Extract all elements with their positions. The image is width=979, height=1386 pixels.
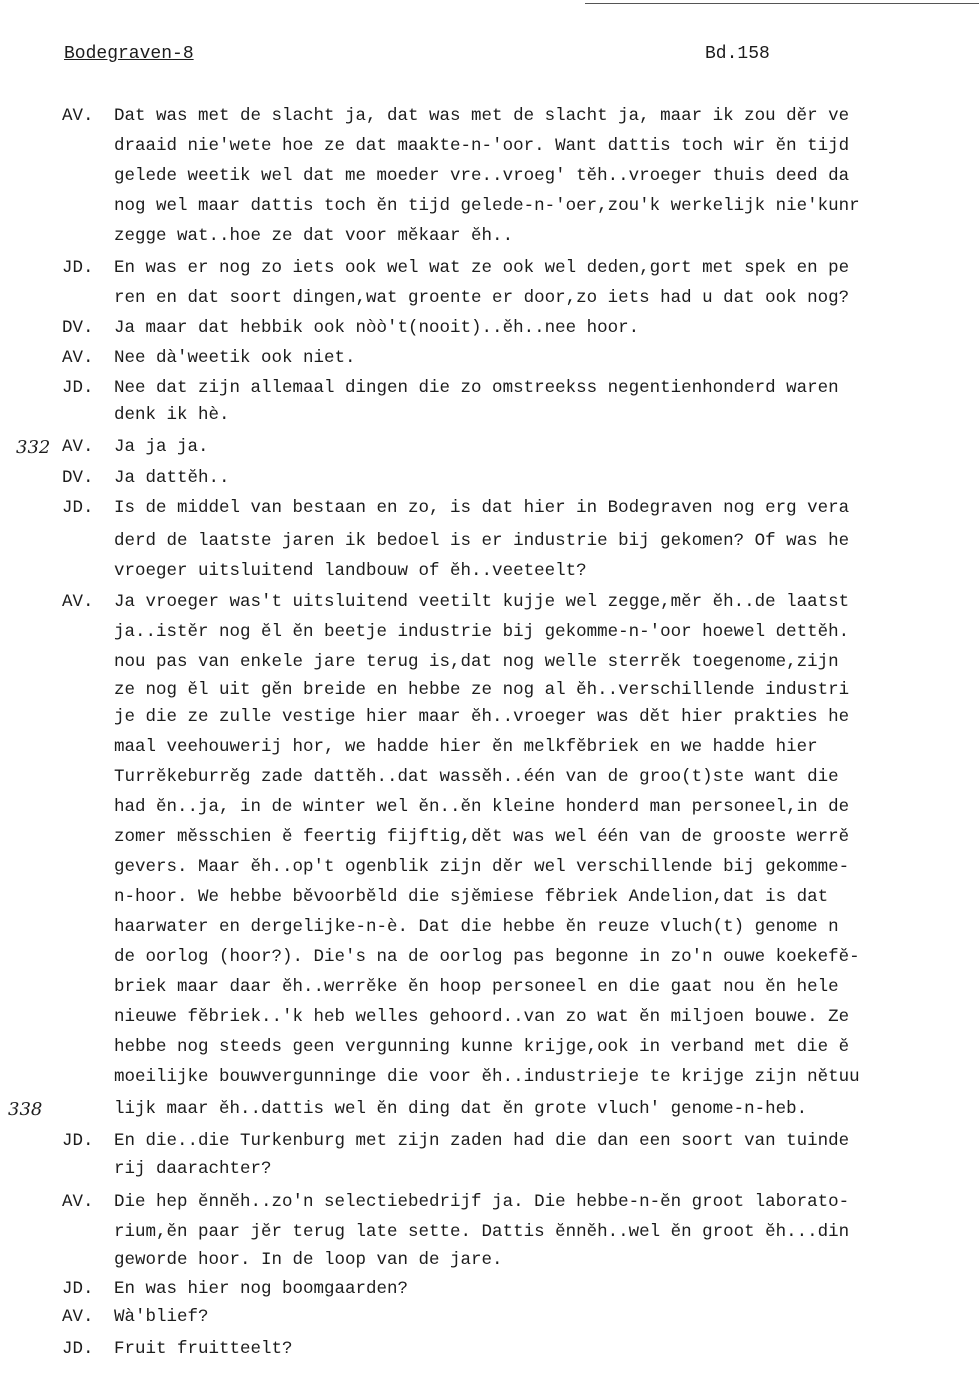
transcript-line: gevers. Maar ĕh..op't ogenblik zijn dĕr wel verschillende bij gekomme- — [114, 857, 850, 877]
speaker-label: AV. — [62, 348, 94, 368]
transcript-line: gelede weetik wel dat me moeder vre..vroeg' tĕh..vroeger thuis deed da — [114, 166, 850, 186]
transcript-line: Turrĕkeburrĕg zade dattĕh..dat wassĕh..één van de groo(t)ste want die — [114, 767, 839, 787]
transcript-line: ren en dat soort dingen,wat groente er door,zo iets had u dat ook nog? — [114, 288, 850, 308]
transcript-line: ja..istĕr nog ĕl ĕn beetje industrie bij gekomme-n-'oor hoewel dettĕh. — [114, 622, 850, 642]
transcript-line: zomer mĕsschien ĕ feertig fijftig,dĕt was wel één van de grooste werrĕ — [114, 827, 850, 847]
speaker-label: AV. — [62, 106, 94, 126]
transcript-line: maal veehouwerij hor, we hadde hier ĕn melkfĕbriek en we hadde hier — [114, 737, 818, 757]
transcript-line: de oorlog (hoor?). Die's na de oorlog pas begonne in zo'n ouwe koekefĕ- — [114, 947, 860, 967]
speaker-label: AV. — [62, 1307, 94, 1327]
speaker-label: AV. — [62, 1192, 94, 1212]
transcript-line: ze nog ĕl uit gĕn breide en hebbe ze nog al ĕh..verschillende industri — [114, 680, 850, 700]
transcript-line: nou pas van enkele jare terug is,dat nog welle sterrĕk toegenome,zijn — [114, 652, 839, 672]
transcript-line: Is de middel van bestaan en zo, is dat hier in Bodegraven nog erg vera — [114, 498, 850, 518]
transcript-line: n-hoor. We hebbe bĕvoorbĕld die sjĕmiese fĕbriek Andelion,dat is dat — [114, 887, 829, 907]
speaker-label: JD. — [62, 1131, 94, 1151]
transcript-line: Wà'blief? — [114, 1307, 209, 1327]
transcript-line: lijk maar ĕh..dattis wel ĕn ding dat ĕn grote vluch' genome-n-heb. — [114, 1099, 808, 1119]
transcript-line: briek maar daar ĕh..werrĕke ĕn hoop personeel en die gaat nou ĕn hele — [114, 977, 839, 997]
top-rule — [585, 3, 979, 4]
transcript-line: En die..die Turkenburg met zijn zaden had die dan een soort van tuinde — [114, 1131, 850, 1151]
transcript-line: Dat was met de slacht ja, dat was met de slacht ja, maar ik zou dĕr ve — [114, 106, 850, 126]
transcript-line: derd de laatste jaren ik bedoel is er industrie bij gekomen? Of was he — [114, 531, 850, 551]
transcript-line: nog wel maar dattis toch ĕn tijd gelede-n-'oer,zou'k werkelijk nie'kunr — [114, 196, 860, 216]
speaker-label: AV. — [62, 437, 94, 457]
speaker-label: JD. — [62, 1339, 94, 1359]
transcript-line: geworde hoor. In de loop van de jare. — [114, 1250, 503, 1270]
transcript-line: had ĕn..ja, in de winter wel ĕn..ĕn kleine honderd man personeel,in de — [114, 797, 850, 817]
transcript-line: Ja vroeger was't uitsluitend veetilt kujje wel zegge,mĕr ĕh..de laatst — [114, 592, 850, 612]
transcript-line: Nee dà'weetik ook niet. — [114, 348, 356, 368]
margin-note: 338 — [8, 1099, 43, 1120]
transcript-line: vroeger uitsluitend landbouw of ĕh..veeteelt? — [114, 561, 587, 581]
transcript-line: denk ik hè. — [114, 405, 230, 425]
speaker-label: JD. — [62, 258, 94, 278]
page-code: Bd.158 — [705, 44, 770, 64]
transcript-line: Fruit fruitteelt? — [114, 1339, 293, 1359]
transcript-line: hebbe nog steeds geen vergunning kunne krijge,ook in verband met die ĕ — [114, 1037, 850, 1057]
speaker-label: JD. — [62, 1279, 94, 1299]
margin-note: 332 — [16, 437, 51, 458]
transcript-line: Ja dattĕh.. — [114, 468, 230, 488]
transcript-line: draaid nie'wete hoe ze dat maakte-n-'oor. Want dattis toch wir ĕn tijd — [114, 136, 850, 156]
speaker-label: JD. — [62, 498, 94, 518]
transcript-line: nieuwe fĕbriek..'k heb welles gehoord..van zo wat ĕn miljoen bouwe. Ze — [114, 1007, 850, 1027]
transcript-line: haarwater en dergelijke-n-è. Dat die hebbe ĕn reuze vluch(t) genome n — [114, 917, 839, 937]
speaker-label: DV. — [62, 318, 94, 338]
transcript-line: rij daarachter? — [114, 1159, 272, 1179]
transcript-line: En was hier nog boomgaarden? — [114, 1279, 409, 1299]
speaker-label: DV. — [62, 468, 94, 488]
speaker-label: AV. — [62, 592, 94, 612]
transcript-line: je die ze zulle vestige hier maar ĕh..vroeger was dĕt hier prakties he — [114, 707, 850, 727]
transcript-line: Ja ja ja. — [114, 437, 209, 457]
document-title: Bodegraven-8 — [64, 44, 194, 64]
transcript-line: Ja maar dat hebbik ook nòò't(nooit)..ĕh..nee hoor. — [114, 318, 640, 338]
transcript-line: moeilijke bouwvergunninge die voor ĕh..industrieje te krijge zijn nĕtuu — [114, 1067, 860, 1087]
transcript-line: rium,ĕn paar jĕr terug late sette. Dattis ĕnnĕh..wel ĕn groot ĕh...din — [114, 1222, 850, 1242]
transcript-line: Nee dat zijn allemaal dingen die zo omstreekss negentienhonderd waren — [114, 378, 839, 398]
transcript-line: En was er nog zo iets ook wel wat ze ook wel deden,gort met spek en pe — [114, 258, 850, 278]
transcript-line: Die hep ĕnnĕh..zo'n selectiebedrijf ja. Die hebbe-n-ĕn groot laborato- — [114, 1192, 850, 1212]
transcript-line: zegge wat..hoe ze dat voor mĕkaar ĕh.. — [114, 226, 514, 246]
speaker-label: JD. — [62, 378, 94, 398]
